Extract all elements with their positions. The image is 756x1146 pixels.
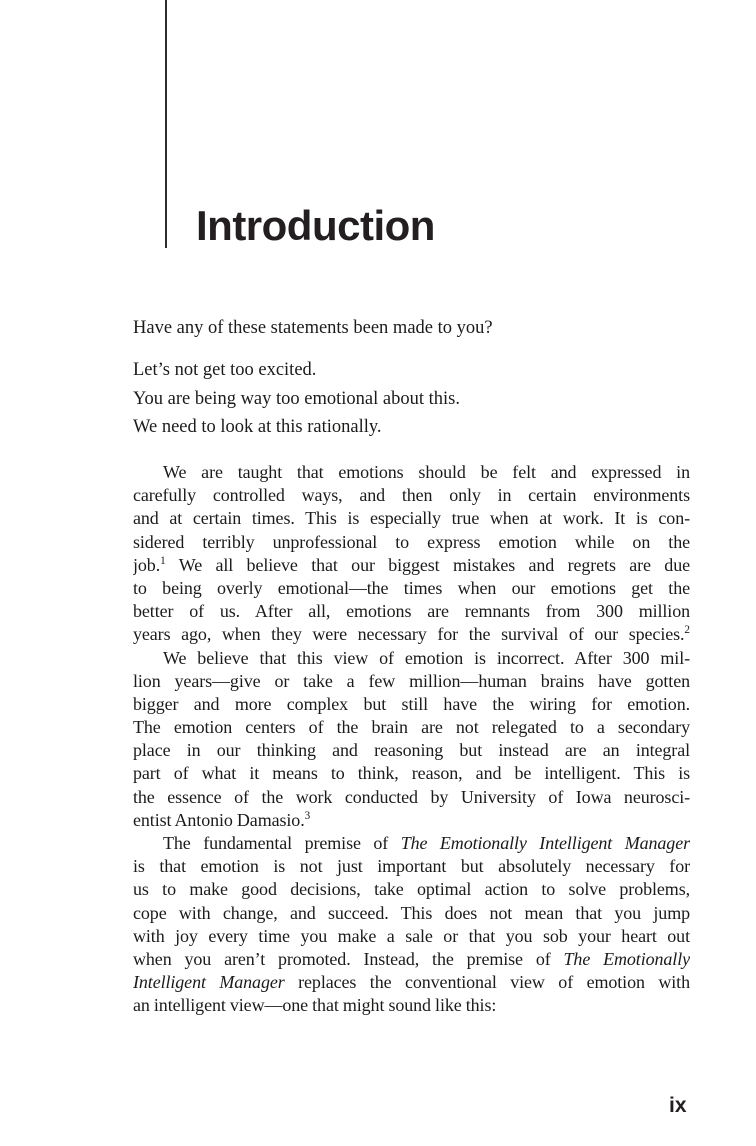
text-line: is that emotion is not just important but absolutely necessary for <box>133 856 690 877</box>
text-line: an intelligent view—one that might sound like this: <box>133 995 497 1016</box>
text-line: cope with change, and succeed. This does not mean that you jump <box>133 902 690 923</box>
statement-line: You are being way too emotional about this. <box>133 388 460 409</box>
page-number: ix <box>669 1094 687 1117</box>
text-line: Intelligent Manager replaces the conventional view of emotion with <box>133 972 690 993</box>
statement-line: We need to look at this rationally. <box>133 417 382 438</box>
text-line: better of us. After all, emotions are remnants from 300 million <box>133 601 690 622</box>
text-line: carefully controlled ways, and then only in certain environments <box>133 485 690 506</box>
text-line: years ago, when they were necessary for the survival of our species.$^2$ <box>133 624 690 645</box>
text-line: part of what it means to think, reason, and be intelligent. This is <box>133 763 690 784</box>
text-line: to being overly emotional—the times when our emotions get the <box>133 577 690 598</box>
text-line: the essence of the work conducted by University of Iowa neurosci- <box>133 786 690 807</box>
text-line: bigger and more complex but still have the wiring for emotion. <box>133 693 690 714</box>
text-line: We believe that this view of emotion is incorrect. After 300 mil- <box>163 647 690 668</box>
text-line: lion years—give or take a few million—human brains have gotten <box>133 670 690 691</box>
statement-line: Let’s not get too excited. <box>133 360 317 380</box>
statements-list <box>133 356 690 442</box>
text-line: The fundamental premise of The Emotionally Intelligent Manager <box>163 833 690 853</box>
lead-question: Have any of these statements been made to you? <box>133 318 493 338</box>
text-line: The emotion centers of the brain are not relegated to a secondary <box>133 717 690 738</box>
chapter-rule <box>165 0 167 248</box>
chapter-title: Introduction <box>196 202 435 249</box>
text-line: when you aren’t promoted. Instead, the premise of The Emotionally <box>133 948 690 969</box>
text-line: us to make good decisions, take optimal action to solve problems, <box>133 879 690 900</box>
text-line: with joy every time you make a sale or that you sob your heart out <box>133 925 690 946</box>
text-line: job.$^1$ We all believe that our biggest mistakes and regrets are due <box>133 554 690 575</box>
body-paragraphs <box>133 461 690 1018</box>
text-line: place in our thinking and reasoning but instead are an integral <box>133 740 690 761</box>
text-line: We are taught that emotions should be felt and expressed in <box>163 462 690 482</box>
text-line: sidered terribly unprofessional to express emotion while on the <box>133 531 690 552</box>
text-line: entist Antonio Damasio.$^3$ <box>133 809 311 830</box>
text-line: and at certain times. This is especially true when at work. It is con- <box>133 508 690 529</box>
